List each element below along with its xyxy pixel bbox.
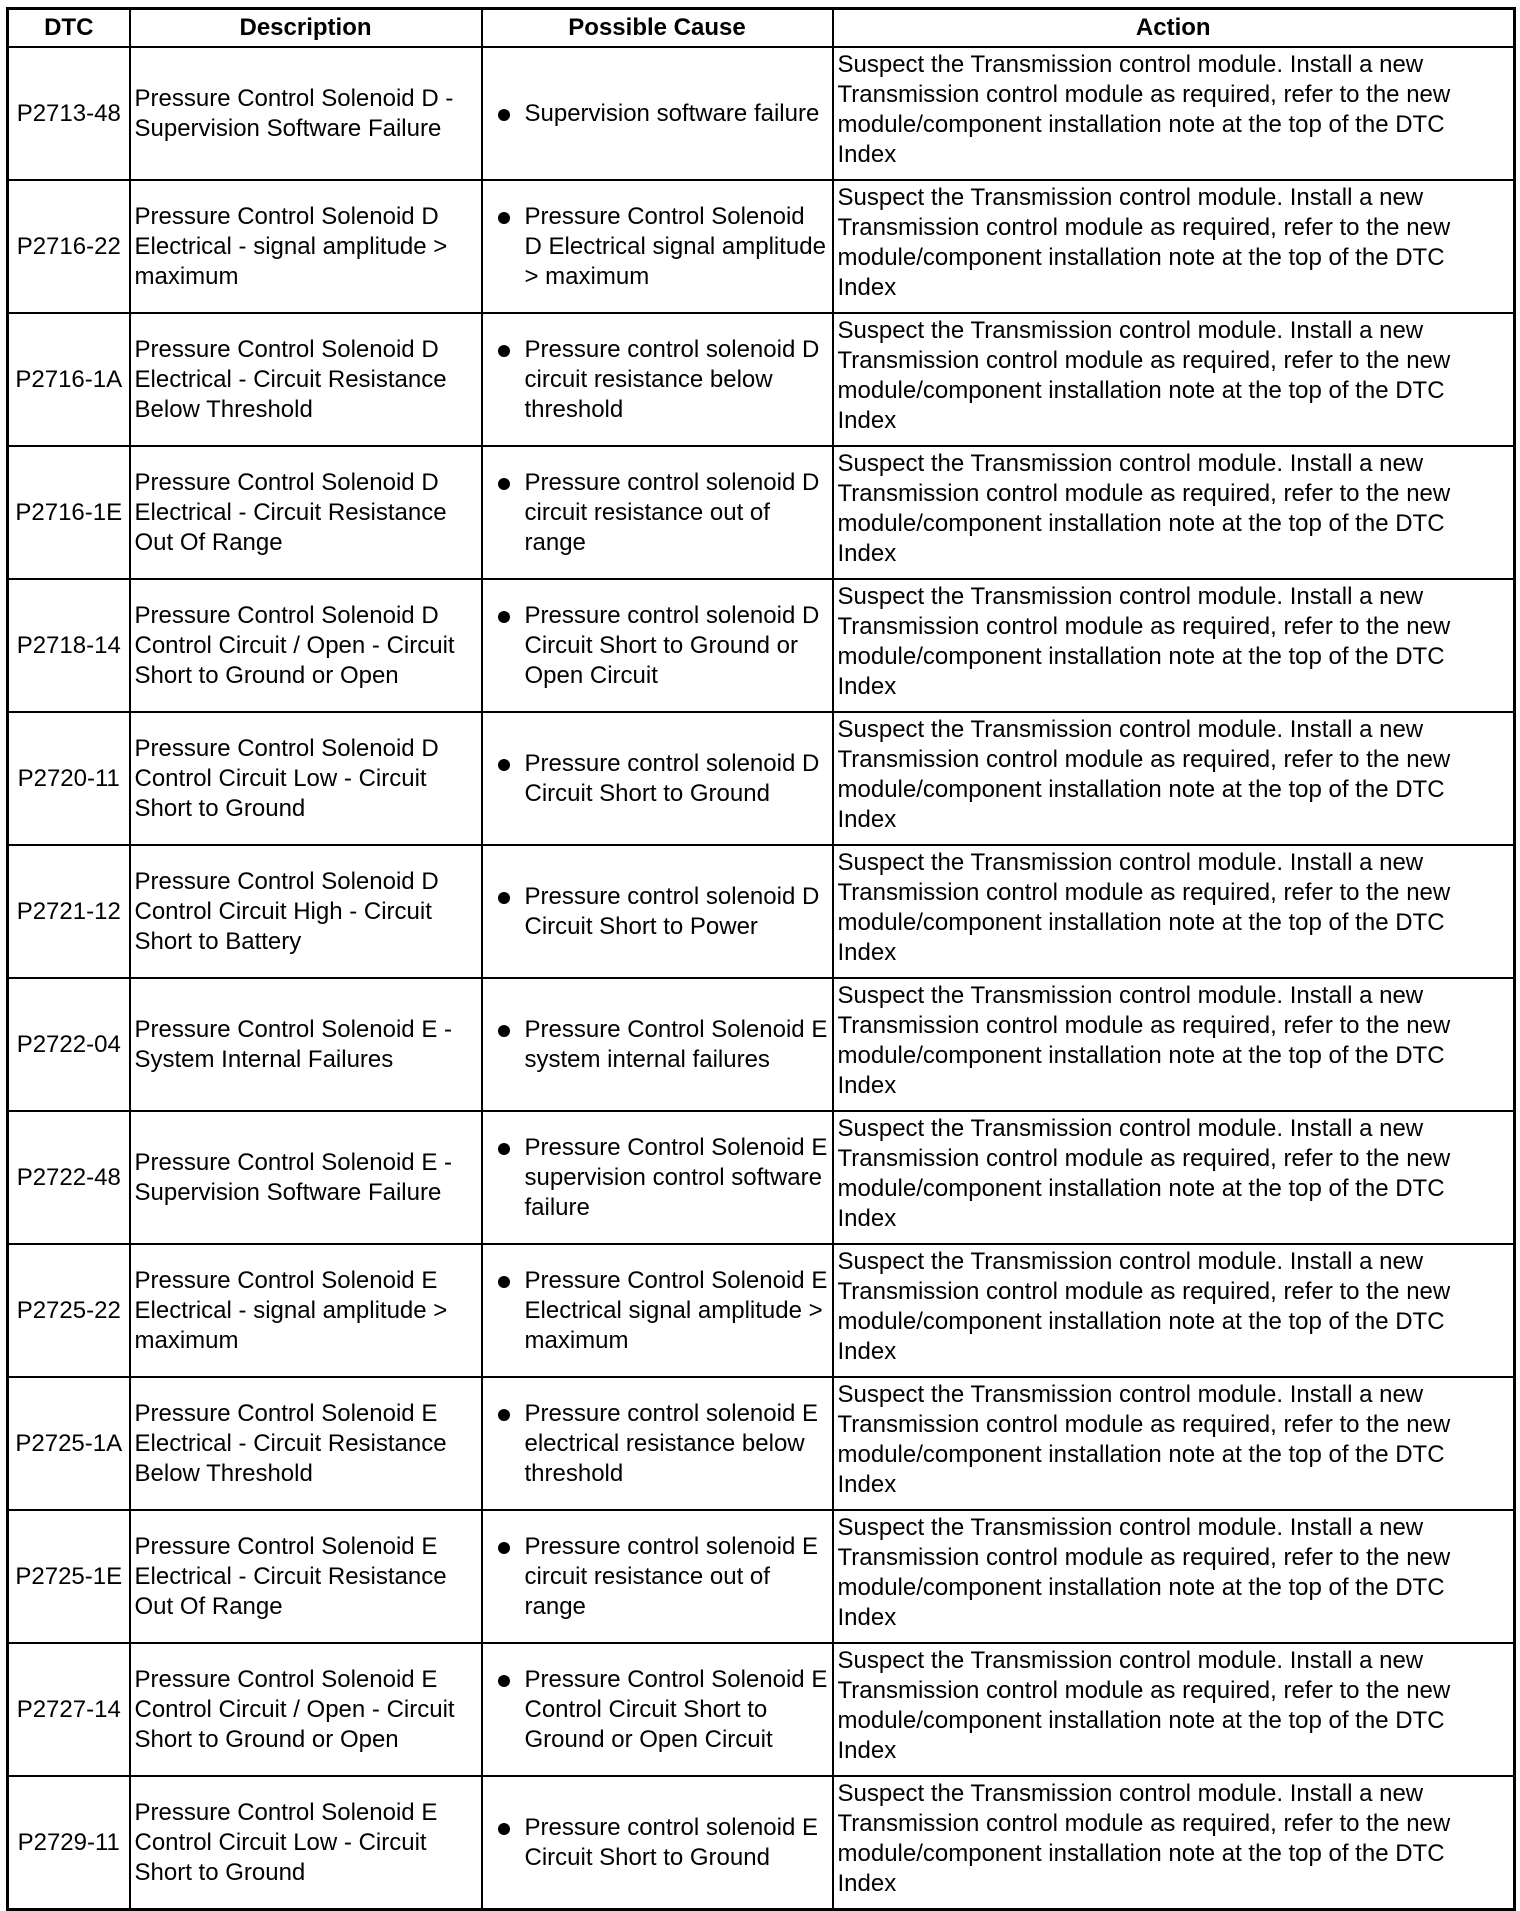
- dtc-description: Pressure Control Solenoid D Electrical - Circuit Resistance Out Of Range: [130, 446, 482, 579]
- cause-list-item: [483, 1015, 828, 1075]
- possible-cause: Pressure control solenoid D circuit resistance below threshold: [524, 335, 820, 423]
- action-text: Suspect the Transmission control module. Install a new Transmission control module as required, refer to the new module/component installation note at the top of the DTC Index: [833, 1643, 1515, 1776]
- dtc-code: P2722-04: [8, 978, 130, 1111]
- bullet-icon: [483, 601, 525, 623]
- cause-list-item: [483, 1665, 828, 1755]
- action-text: Suspect the Transmission control module. Install a new Transmission control module as required, refer to the new module/component installation note at the top of the DTC Index: [833, 47, 1515, 180]
- dtc-description: Pressure Control Solenoid E Electrical - Circuit Resistance Below Threshold: [130, 1377, 482, 1510]
- action-text: Suspect the Transmission control module. Install a new Transmission control module as required, refer to the new module/component installation note at the top of the DTC Index: [833, 845, 1515, 978]
- cause-list-item: [483, 1813, 828, 1873]
- action-text: Suspect the Transmission control module. Install a new Transmission control module as required, refer to the new module/component installation note at the top of the DTC Index: [833, 1111, 1515, 1244]
- bullet-icon: [483, 335, 525, 357]
- table-row: [8, 845, 1515, 978]
- possible-cause-cell: [482, 1111, 833, 1244]
- action-text: Suspect the Transmission control module. Install a new Transmission control module as required, refer to the new module/component installation note at the top of the DTC Index: [833, 313, 1515, 446]
- possible-cause-cell: [482, 47, 833, 180]
- bullet-icon: [483, 1015, 525, 1037]
- cause-list-item: [483, 202, 828, 292]
- cause-list-item: [483, 468, 828, 558]
- possible-cause-cell: [482, 845, 833, 978]
- dtc-description: Pressure Control Solenoid E - Supervision Software Failure: [130, 1111, 482, 1244]
- dtc-description: Pressure Control Solenoid D Electrical - signal amplitude > maximum: [130, 180, 482, 313]
- table-row: [8, 712, 1515, 845]
- dtc-code: P2725-22: [8, 1244, 130, 1377]
- possible-cause: Pressure control solenoid D circuit resistance out of range: [524, 468, 820, 556]
- possible-cause-cell: [482, 313, 833, 446]
- action-text: Suspect the Transmission control module. Install a new Transmission control module as required, refer to the new module/component installation note at the top of the DTC Index: [833, 180, 1515, 313]
- possible-cause-cell: [482, 446, 833, 579]
- possible-cause-cell: [482, 1510, 833, 1643]
- dtc-code: P2718-14: [8, 579, 130, 712]
- dtc-description: Pressure Control Solenoid E Electrical - signal amplitude > maximum: [130, 1244, 482, 1377]
- possible-cause: Pressure Control Solenoid E system internal failures: [524, 1015, 828, 1073]
- bullet-icon: [483, 1532, 525, 1554]
- table-row: [8, 1510, 1515, 1643]
- dtc-code: P2729-11: [8, 1776, 130, 1910]
- dtc-code: P2722-48: [8, 1111, 130, 1244]
- cause-list-item: [483, 1133, 828, 1223]
- dtc-description: Pressure Control Solenoid E - System Internal Failures: [130, 978, 482, 1111]
- dtc-code: P2716-22: [8, 180, 130, 313]
- bullet-icon: [483, 468, 525, 490]
- dtc-description: Pressure Control Solenoid D Electrical - Circuit Resistance Below Threshold: [130, 313, 482, 446]
- table-row: [8, 1377, 1515, 1510]
- table-row: [8, 1776, 1515, 1910]
- table-row: [8, 313, 1515, 446]
- dtc-description: Pressure Control Solenoid D - Supervision Software Failure: [130, 47, 482, 180]
- bullet-icon: [483, 882, 525, 904]
- possible-cause: Pressure control solenoid D Circuit Short to Ground: [524, 749, 820, 807]
- action-text: Suspect the Transmission control module. Install a new Transmission control module as required, refer to the new module/component installation note at the top of the DTC Index: [833, 1244, 1515, 1377]
- possible-cause: Pressure Control Solenoid E supervision control software failure: [524, 1133, 828, 1221]
- table-row: [8, 1643, 1515, 1776]
- table-row: [8, 579, 1515, 712]
- bullet-icon: [483, 1665, 525, 1687]
- bullet-icon: [483, 99, 525, 121]
- dtc-description: Pressure Control Solenoid D Control Circuit High - Circuit Short to Battery: [130, 845, 482, 978]
- dtc-code: P2716-1E: [8, 446, 130, 579]
- possible-cause-cell: [482, 712, 833, 845]
- possible-cause-cell: [482, 180, 833, 313]
- possible-cause-cell: [482, 1244, 833, 1377]
- header-row: [8, 9, 1515, 48]
- possible-cause: Pressure control solenoid E electrical resistance below threshold: [524, 1399, 818, 1487]
- header-dtc: DTC: [8, 9, 130, 48]
- dtc-code: P2725-1E: [8, 1510, 130, 1643]
- possible-cause-cell: [482, 1776, 833, 1910]
- possible-cause-cell: [482, 1377, 833, 1510]
- possible-cause: Pressure control solenoid E circuit resistance out of range: [524, 1532, 818, 1620]
- possible-cause: Pressure control solenoid D Circuit Short to Ground or Open Circuit: [524, 601, 820, 689]
- possible-cause: Pressure control solenoid E Circuit Short to Ground: [524, 1813, 818, 1871]
- cause-list-item: [483, 601, 828, 691]
- header-possible-cause: Possible Cause: [482, 9, 833, 48]
- table-row: [8, 180, 1515, 313]
- dtc-code: P2716-1A: [8, 313, 130, 446]
- cause-list-item: [483, 1532, 828, 1622]
- table-row: [8, 446, 1515, 579]
- dtc-code: P2720-11: [8, 712, 130, 845]
- possible-cause-cell: [482, 978, 833, 1111]
- cause-list-item: [483, 1266, 828, 1356]
- header-action: Action: [833, 9, 1515, 48]
- bullet-icon: [483, 1399, 525, 1421]
- dtc-description: Pressure Control Solenoid D Control Circuit Low - Circuit Short to Ground: [130, 712, 482, 845]
- action-text: Suspect the Transmission control module. Install a new Transmission control module as required, refer to the new module/component installation note at the top of the DTC Index: [833, 1776, 1515, 1910]
- cause-list-item: [483, 749, 828, 809]
- dtc-description: Pressure Control Solenoid D Control Circuit / Open - Circuit Short to Ground or Open: [130, 579, 482, 712]
- dtc-description: Pressure Control Solenoid E Control Circuit Low - Circuit Short to Ground: [130, 1776, 482, 1910]
- possible-cause: Pressure Control Solenoid E Electrical signal amplitude > maximum: [524, 1266, 828, 1354]
- dtc-code: P2713-48: [8, 47, 130, 180]
- header-description: Description: [130, 9, 482, 48]
- dtc-code: P2725-1A: [8, 1377, 130, 1510]
- bullet-icon: [483, 749, 525, 771]
- possible-cause-cell: [482, 579, 833, 712]
- possible-cause-cell: [482, 1643, 833, 1776]
- bullet-icon: [483, 1133, 525, 1155]
- table-row: [8, 47, 1515, 180]
- action-text: Suspect the Transmission control module. Install a new Transmission control module as required, refer to the new module/component installation note at the top of the DTC Index: [833, 1377, 1515, 1510]
- table-row: [8, 978, 1515, 1111]
- dtc-code: P2727-14: [8, 1643, 130, 1776]
- possible-cause: Pressure Control Solenoid E Control Circuit Short to Ground or Open Circuit: [524, 1665, 828, 1753]
- cause-list-item: [483, 1399, 828, 1489]
- dtc-description: Pressure Control Solenoid E Control Circuit / Open - Circuit Short to Ground or Open: [130, 1643, 482, 1776]
- table-body: [8, 47, 1515, 1910]
- dtc-code: P2721-12: [8, 845, 130, 978]
- action-text: Suspect the Transmission control module. Install a new Transmission control module as required, refer to the new module/component installation note at the top of the DTC Index: [833, 1510, 1515, 1643]
- dtc-table: [6, 7, 1516, 1911]
- possible-cause: Supervision software failure: [524, 99, 820, 127]
- cause-list-item: [483, 99, 828, 129]
- table-row: [8, 1244, 1515, 1377]
- bullet-icon: [483, 1813, 525, 1835]
- possible-cause: Pressure control solenoid D Circuit Short to Power: [524, 882, 820, 940]
- possible-cause: Pressure Control Solenoid D Electrical signal amplitude > maximum: [524, 202, 826, 290]
- bullet-icon: [483, 202, 525, 224]
- cause-list-item: [483, 882, 828, 942]
- action-text: Suspect the Transmission control module. Install a new Transmission control module as required, refer to the new module/component installation note at the top of the DTC Index: [833, 712, 1515, 845]
- table-row: [8, 1111, 1515, 1244]
- action-text: Suspect the Transmission control module. Install a new Transmission control module as required, refer to the new module/component installation note at the top of the DTC Index: [833, 978, 1515, 1111]
- action-text: Suspect the Transmission control module. Install a new Transmission control module as required, refer to the new module/component installation note at the top of the DTC Index: [833, 446, 1515, 579]
- cause-list-item: [483, 335, 828, 425]
- dtc-description: Pressure Control Solenoid E Electrical - Circuit Resistance Out Of Range: [130, 1510, 482, 1643]
- bullet-icon: [483, 1266, 525, 1288]
- action-text: Suspect the Transmission control module. Install a new Transmission control module as required, refer to the new module/component installation note at the top of the DTC Index: [833, 579, 1515, 712]
